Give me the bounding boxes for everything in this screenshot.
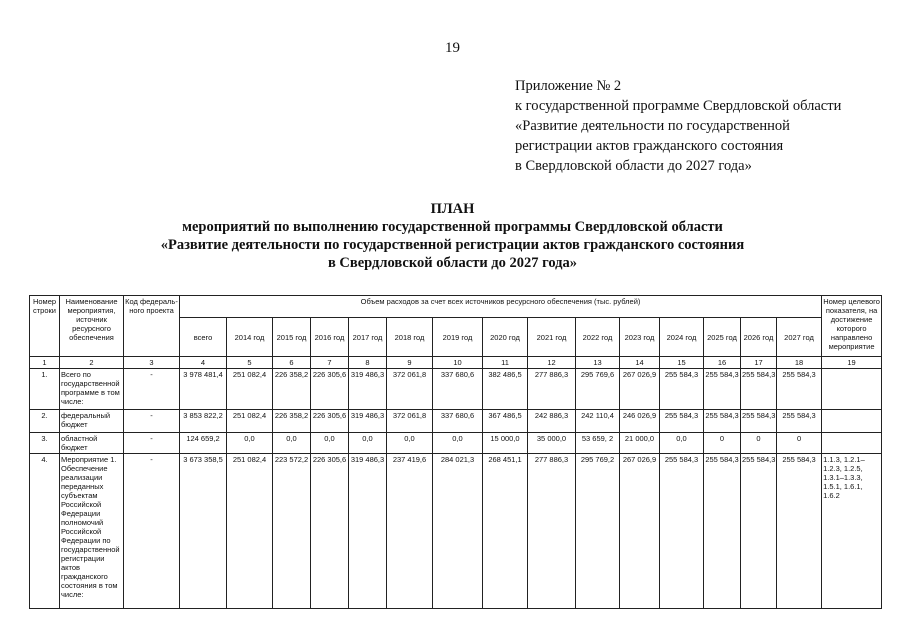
row-value: 3 853 822,2 [180, 410, 227, 433]
row-number: 4. [30, 454, 60, 609]
row-value: 267 026,9 [620, 454, 660, 609]
row-value: 124 659,2 [180, 433, 227, 454]
row-target: 1.1.3, 1.2.1–1.2.3, 1.2.5, 1.3.1–1.3.3, 1.5.1, 1.6.1, 1.6.2 [822, 454, 882, 609]
appendix-line: Приложение № 2 [515, 78, 622, 94]
header-expenses: Объем расходов за счет всех источников ресурсного обеспечения (тыс. рублей) [180, 296, 822, 318]
row-value: 337 680,6 [433, 410, 483, 433]
header-year: 2027 год [777, 318, 822, 357]
column-number: 4 [180, 357, 227, 369]
column-number: 14 [620, 357, 660, 369]
row-value: 226 305,6 [311, 410, 349, 433]
row-value: 0,0 [273, 433, 311, 454]
page-number: 19 [445, 40, 460, 56]
header-year: 2021 год [528, 318, 576, 357]
row-federal-code: - [124, 369, 180, 410]
row-value: 237 419,6 [387, 454, 433, 609]
column-number: 17 [741, 357, 777, 369]
column-number: 9 [387, 357, 433, 369]
header-year: всего [180, 318, 227, 357]
column-number: 8 [349, 357, 387, 369]
row-target [822, 410, 882, 433]
title-line: ПЛАН [430, 201, 475, 217]
header-year: 2019 год [433, 318, 483, 357]
row-value: 242 886,3 [528, 410, 576, 433]
row-name: Всего по государственной программе в том числе: [60, 369, 124, 410]
row-value: 53 659, 2 [576, 433, 620, 454]
row-federal-code: - [124, 454, 180, 609]
header-target: Номер целевого показателя, на достижение которого направлено мероприятие [822, 296, 882, 357]
column-number: 3 [124, 357, 180, 369]
document-title [0, 200, 905, 272]
appendix-line: в Свердловской области до 2027 года» [515, 158, 752, 174]
row-value: 246 026,9 [620, 410, 660, 433]
column-number-row [30, 357, 882, 369]
row-value: 255 584,3 [704, 369, 741, 410]
row-value: 242 110,4 [576, 410, 620, 433]
row-value: 255 584,3 [660, 369, 704, 410]
header-year: 2017 год [349, 318, 387, 357]
row-value: 0,0 [227, 433, 273, 454]
row-value: 226 358,2 [273, 369, 311, 410]
row-value: 277 886,3 [528, 369, 576, 410]
header-year: 2025 год [704, 318, 741, 357]
title-line: в Свердловской области до 2027 года» [327, 255, 578, 271]
row-value: 367 486,5 [483, 410, 528, 433]
row-value: 15 000,0 [483, 433, 528, 454]
column-number: 16 [704, 357, 741, 369]
row-name: областной бюджет [60, 433, 124, 454]
header-name: Наименование мероприятия, источник ресурсного обеспечения [60, 296, 124, 357]
header-row-no: Номер строки [30, 296, 60, 357]
header-year: 2016 год [311, 318, 349, 357]
row-value: 372 061,8 [387, 410, 433, 433]
column-number: 2 [60, 357, 124, 369]
column-number: 7 [311, 357, 349, 369]
title-line: мероприятий по выполнению государственной программы Свердловской области [182, 219, 723, 235]
header-year: 2024 год [660, 318, 704, 357]
table-row [30, 369, 882, 410]
column-number: 13 [576, 357, 620, 369]
column-number: 6 [273, 357, 311, 369]
row-value: 0,0 [387, 433, 433, 454]
row-value: 0,0 [349, 433, 387, 454]
table-row [30, 410, 882, 433]
appendix-line: регистрации актов гражданского состояния [515, 138, 784, 154]
header-year: 2023 год [620, 318, 660, 357]
column-number: 5 [227, 357, 273, 369]
column-number: 11 [483, 357, 528, 369]
table-row [30, 433, 882, 454]
row-value: 255 584,3 [660, 454, 704, 609]
column-number: 12 [528, 357, 576, 369]
header-year: 2020 год [483, 318, 528, 357]
row-federal-code: - [124, 433, 180, 454]
row-number: 3. [30, 433, 60, 454]
row-value: 251 082,4 [227, 410, 273, 433]
column-number: 15 [660, 357, 704, 369]
row-value: 226 305,6 [311, 369, 349, 410]
row-value: 382 486,5 [483, 369, 528, 410]
title-line: «Развитие деятельности по государственной регистрации актов гражданского состояния [160, 237, 745, 253]
row-target [822, 369, 882, 410]
column-number: 19 [822, 357, 882, 369]
column-number: 10 [433, 357, 483, 369]
row-value: 255 584,3 [741, 454, 777, 609]
row-value: 268 451,1 [483, 454, 528, 609]
table-row [30, 454, 882, 609]
header-year: 2018 год [387, 318, 433, 357]
row-value: 284 021,3 [433, 454, 483, 609]
header-year: 2014 год [227, 318, 273, 357]
plan-table [29, 295, 882, 609]
row-value: 255 584,3 [704, 410, 741, 433]
row-number: 1. [30, 369, 60, 410]
row-value: 255 584,3 [660, 410, 704, 433]
row-value: 319 486,3 [349, 454, 387, 609]
appendix-line: к государственной программе Свердловской области [515, 98, 842, 114]
row-value: 226 305,6 [311, 454, 349, 609]
row-value: 319 486,3 [349, 369, 387, 410]
row-value: 0 [704, 433, 741, 454]
row-value: 295 769,6 [576, 369, 620, 410]
row-value: 0,0 [660, 433, 704, 454]
header-federal-code: Код федераль-ного проекта [124, 296, 180, 357]
row-value: 3 673 358,5 [180, 454, 227, 609]
row-value: 267 026,9 [620, 369, 660, 410]
row-value: 3 978 481,4 [180, 369, 227, 410]
row-value: 0,0 [311, 433, 349, 454]
column-number: 1 [30, 357, 60, 369]
header-year: 2026 год [741, 318, 777, 357]
row-value: 251 082,4 [227, 369, 273, 410]
row-name: федеральный бюджет [60, 410, 124, 433]
row-value: 277 886,3 [528, 454, 576, 609]
row-value: 255 584,3 [704, 454, 741, 609]
row-value: 223 572,2 [273, 454, 311, 609]
row-value: 0,0 [433, 433, 483, 454]
row-value: 372 061,8 [387, 369, 433, 410]
row-value: 255 584,3 [741, 369, 777, 410]
row-value: 21 000,0 [620, 433, 660, 454]
row-value: 251 082,4 [227, 454, 273, 609]
row-value: 255 584,3 [777, 410, 822, 433]
row-number: 2. [30, 410, 60, 433]
header-year: 2022 год [576, 318, 620, 357]
header-year: 2015 год [273, 318, 311, 357]
row-federal-code: - [124, 410, 180, 433]
row-value: 0 [741, 433, 777, 454]
row-value: 35 000,0 [528, 433, 576, 454]
row-value: 255 584,3 [777, 454, 822, 609]
row-value: 0 [777, 433, 822, 454]
row-target [822, 433, 882, 454]
row-value: 255 584,3 [777, 369, 822, 410]
row-value: 337 680,6 [433, 369, 483, 410]
row-name: Мероприятие 1. Обеспечение реализации переданных субъектам Российской Федерации полномочий Российской Федерации по государственной регистрации актов гражданского состояния в том числе: [60, 454, 124, 609]
row-value: 255 584,3 [741, 410, 777, 433]
row-value: 226 358,2 [273, 410, 311, 433]
row-value: 319 486,3 [349, 410, 387, 433]
row-value: 295 769,2 [576, 454, 620, 609]
appendix-block [515, 76, 841, 176]
column-number: 18 [777, 357, 822, 369]
appendix-line: «Развитие деятельности по государственной [515, 118, 790, 134]
